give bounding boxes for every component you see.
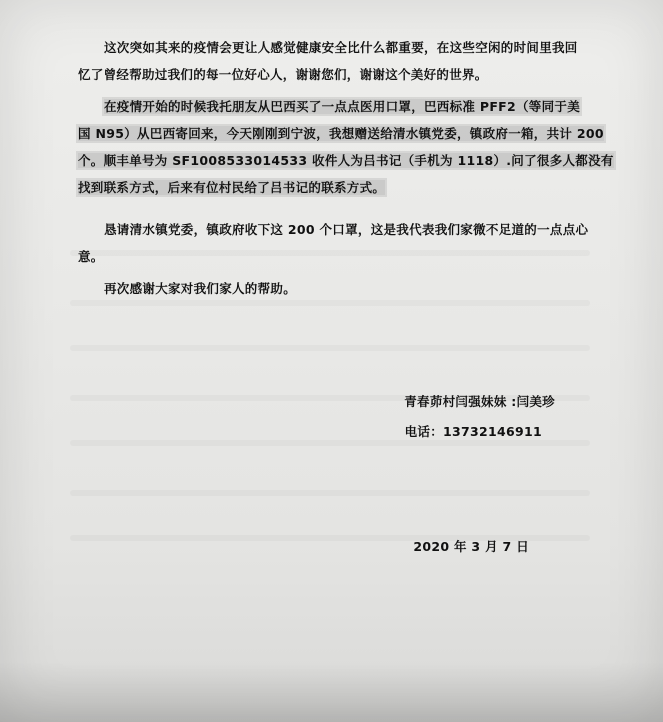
- highlighted-line: 在疫情开始的时候我托朋友从巴西买了一点点医用口罩，巴西标准 PFF2（等同于美: [104, 99, 580, 114]
- bleed-through-mark: [70, 440, 590, 446]
- highlighted-line: 找到联系方式，后来有位村民给了吕书记的联系方式。: [78, 180, 386, 195]
- text-line: 意。: [78, 249, 104, 264]
- paragraph-thanks: [78, 275, 582, 302]
- paragraph-request: [78, 216, 589, 270]
- phone-number: 电话：13732146911: [404, 424, 542, 439]
- text-line: 再次感谢大家对我们家人的帮助。: [104, 281, 297, 296]
- paragraph-donation-details: [78, 93, 614, 201]
- text-line: 这次突如其来的疫情会更让人感觉健康安全比什么都重要，在这些空闲的时间里我回: [104, 40, 578, 55]
- page-shadow: [0, 662, 663, 722]
- bleed-through-mark: [70, 345, 590, 351]
- highlighted-line: 个。顺丰单号为 SF1008533014533 收件人为吕书记（手机为 1118）.问了很多人都没有: [78, 153, 614, 168]
- text-line: 恳请清水镇党委，镇政府收下这 200 个口罩，这是我代表我们家微不足道的一点点心: [104, 222, 589, 237]
- text-line: 忆了曾经帮助过我们的每一位好心人，谢谢您们，谢谢这个美好的世界。: [78, 67, 488, 82]
- letter-date: 2020 年 3 月 7 日: [413, 539, 529, 554]
- bleed-through-mark: [70, 490, 590, 496]
- signature: 青春茆村闫强妹妹 :闫美珍: [404, 394, 555, 409]
- highlighted-line: 国 N95）从巴西寄回来，今天刚刚到宁波，我想赠送给清水镇党委，镇政府一箱，共计 200: [78, 126, 604, 141]
- paragraph-gratitude: [78, 34, 582, 88]
